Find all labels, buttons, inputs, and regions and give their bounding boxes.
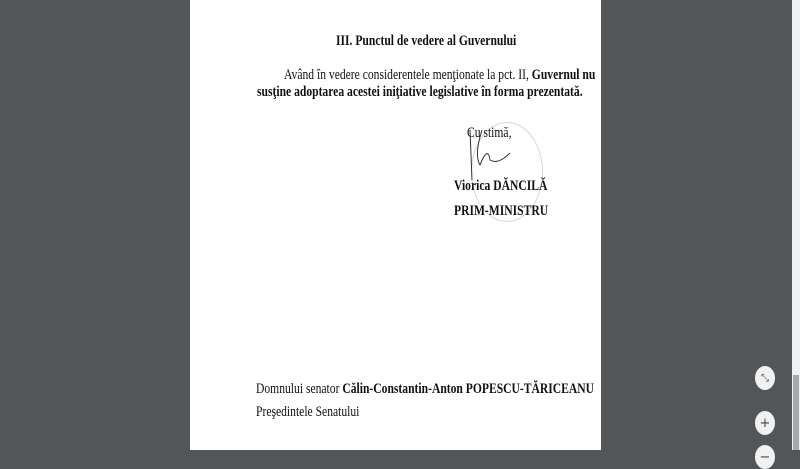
addressee: Domnului senator Călin-Constantin-Anton POPESCU-TĂRICEANU — [256, 381, 595, 397]
signer-title: PRIM-MINISTRU — [454, 203, 549, 219]
minus-icon: − — [759, 449, 771, 465]
exit-fullscreen-icon: ⤡ — [761, 372, 769, 384]
signer-name: Viorica DĂNCILĂ — [454, 178, 548, 194]
paragraph-line-2: susţine adoptarea acestei iniţiative legislative în forma prezentată. — [257, 84, 583, 100]
scrollbar-thumb[interactable] — [793, 375, 799, 450]
addressee-title: Preşedintele Senatului — [256, 404, 360, 420]
zoom-in-button[interactable] — [755, 411, 775, 435]
closing: Cu stimă, — [467, 125, 512, 141]
paragraph-line-1: Având în vedere considerentele menţionate la pct. II, Guvernul nu — [284, 67, 596, 83]
section-heading: III. Punctul de vedere al Guvernului — [336, 33, 517, 49]
plus-icon: + — [759, 415, 771, 431]
zoom-out-button[interactable] — [755, 445, 775, 469]
fit-page-button[interactable] — [755, 366, 775, 390]
